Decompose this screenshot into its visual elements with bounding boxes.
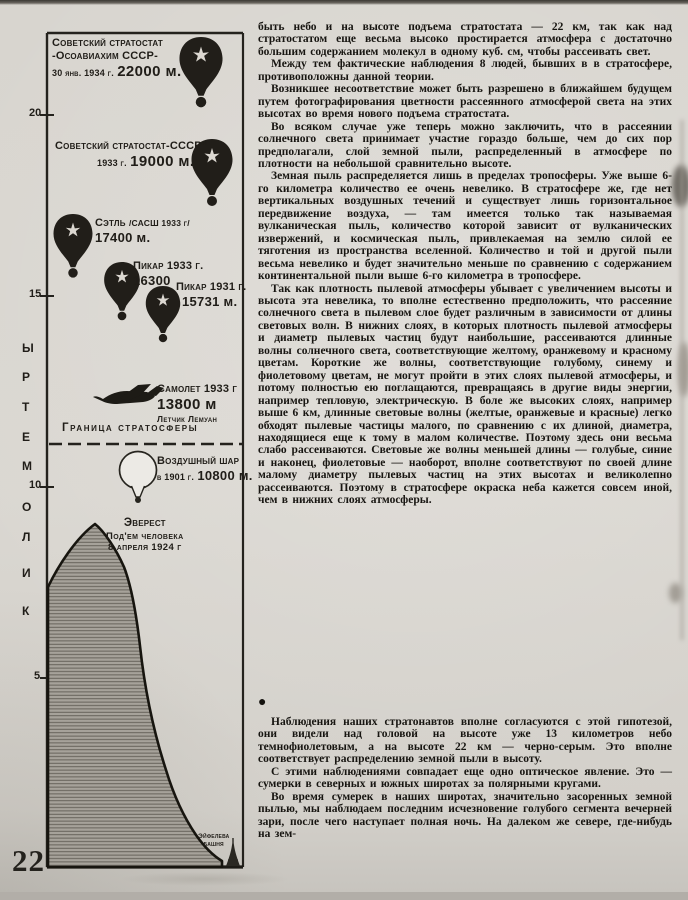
paragraph: Возникшее несоответствие может быть разрешено в ближайшем будущем путем фотографирования цветности рассеянного атмосферой света на этих высотах во время нового подъема стратостата. xyxy=(258,83,672,121)
axis-label-letter: Т xyxy=(22,400,30,414)
paragraph: быть небо и на высоте подъема стратостата — 22 км, так как над стратостатом еще весьма высоко простирается атмосфера с достаточно большим содержанием молекул в одному куб. см, чтобы рассеивать свет. xyxy=(258,21,672,58)
axis-label-letter: О xyxy=(22,500,32,514)
article-column-bottom xyxy=(258,716,672,841)
paragraph: Земная пыль распределяется лишь в пределах тропосферы. Уже выше 6-го километра количество ее очень невелико. В стратосфере же, где нет вертикальных воздушных течений и существует лишь горизонтальное передвижение воздуха, — там имеется только так называемая вулканическая пыль, количество которой зависит от вулканических извержений, и космическая пыль, привлекаемая на землю силой ее тяготения из пространства вселенной. Количество и той и другой пыли весьма невелико и будет значительно меньше по сравнению с содержанием континентальной пыли выше 6-го километра в тропосфере. xyxy=(258,170,672,283)
label-balloon-1901: Воздушный шар в 1901 г. 10800 м. xyxy=(157,455,253,483)
axis-label-letter: Е xyxy=(22,430,31,444)
axis-label-letter: К xyxy=(22,604,30,618)
paragraph: С этими наблюдениями совпадает еще одно оптическое явление. Это — сумерки в северных и южных широтах за полярными кругами. xyxy=(258,765,672,791)
paragraph: Так как плотность пылевой атмосферы убывает с увеличением высоты и высота эта невелика, то вполне естественно предположить, что рассеяние солнечного света в пылевом слое будет различным в зависимости от длины световых волн. В нижних слоях, в которых плотность пылевой атмосферы и диаметр пылевых частиц будут наибольшие, рассеиваются длинные волны солнечного света, соответствующие желтому, оранжевому и красному цветам. Короткие же волны, соответствующие голубому, синему и фиолетовому цветам, не могут пройти в этих слоях пылевой атмосферы, и потому полностью ею поглащаются, превращаясь в другие виды энергии, например тепловую, электрическую. В боле же высоких слоях, например выше 6 км, длинные световые волны (желтые, оранжевые и красные) легко обходят пылевые частицы малого, по сравнению с их длиной, диаметра, находящиеся еще к тому в малом количестве. Поэтому здесь они весьма слабо рассеиваются. Световые же волны меньшей длины — голубые, синие и наконец, фиолетовые — наоборот, вполне соответствуют по своей длине малому диаметру пылевых частиц на этих высотах и великолепно рассеиваются. Поэтому в стратосфере окраска неба кажется совсем иной, чем в нижних слоях атмосферы. xyxy=(258,282,672,507)
label-sssr-19000: Советский стратостат-СССР” 1933 г. 19000 м. xyxy=(55,140,208,170)
paragraph: Наблюдения наших стратонавтов вполне согласуются с этой гипотезой, они видели над головой на высоте уже 13 километров небо темнофиолетовым, а на высоте 22 км — черно-серым. Это вполне соответствует распределению земной пыли в высоту. xyxy=(258,716,672,766)
axis-label-letter: М xyxy=(22,459,32,473)
paragraph: Между тем фактические наблюдения 8 людей, бывших в в стратосфере, противоположны данной теории. xyxy=(258,58,672,83)
axis-label-letter: И xyxy=(22,566,31,580)
paragraph: Во время сумерек в наших широтах, значительно засоренных земной пылью, мы наблюдаем последним исчезновение голубого сегмента вечерней зари, после чего наступает полная ночь. На далеком же севере, где-нибудь на зем- xyxy=(258,790,672,841)
altitude-diagram xyxy=(0,0,252,900)
everest-mountain xyxy=(48,524,222,867)
diagram-artwork xyxy=(0,0,252,900)
paper-crease xyxy=(681,120,683,640)
scan-smudge xyxy=(672,165,688,207)
label-picard-1933: Пикар 1933 г. 16300 xyxy=(133,260,204,288)
axis-label-letter: Л xyxy=(22,530,31,544)
scan-smudge xyxy=(678,342,688,397)
gas-balloon-icon xyxy=(120,452,157,504)
label-picard-1931: Пикар 1931 г. 15731 м. xyxy=(176,281,247,309)
article-column-top xyxy=(258,21,672,507)
label-stratosphere-boundary: Граница стратосферы xyxy=(62,422,199,434)
axis-tick-20: 20 xyxy=(29,107,42,119)
label-airplane-13800: Самолет 1933 г 13800 м Летчик Лемуан xyxy=(157,383,238,424)
axis-tick-10: 10 xyxy=(29,479,42,491)
label-settle-17400: Сэтль /САСШ 1933 г/ 17400 м. xyxy=(95,217,190,245)
label-eiffel-tower: Эйфелева башня xyxy=(198,833,230,849)
paragraph: Во всяком случае уже теперь можно заключить, что в рассеянии солнечного света принимает участие гораздо больше, чем до сих пор предполагали, слой земной пыли, распределенный в атмосфере по плотности на небольшой сравнительно высоте. xyxy=(258,120,672,170)
page-number: 22 xyxy=(12,843,45,878)
label-osoaviahim-22000: Советский стратостат -Осоавиахим СССР- 30 янв. 1934 г. 22000 м. xyxy=(52,37,182,80)
axis-label-letter: Ы xyxy=(22,341,34,355)
airplane-icon xyxy=(93,384,164,404)
label-everest: Эверест Под'ем человека 8 апреля 1924 г xyxy=(106,517,184,553)
axis-tick-5: 5 xyxy=(34,670,41,682)
axis-label-letter: Р xyxy=(22,370,31,384)
axis-tick-15: 15 xyxy=(29,288,42,300)
section-bullet: ● xyxy=(258,695,267,710)
